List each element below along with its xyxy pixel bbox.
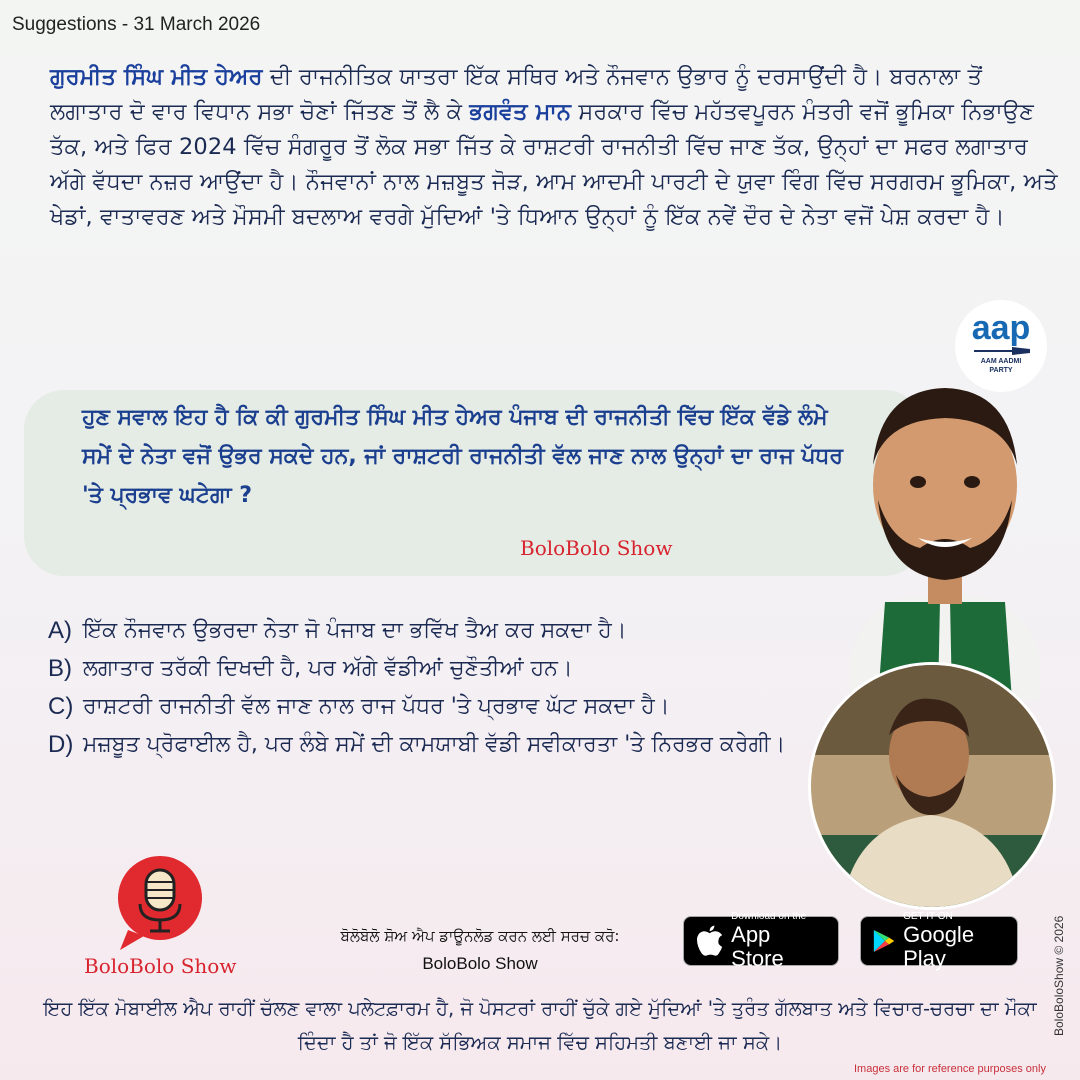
option-letter: C)	[48, 693, 74, 720]
intro-part1: ਦੀ ਰਾਜਨੀਤਿਕ ਯਾਤਰਾ ਇੱਕ ਸਥਿਰ ਅਤੇ ਨੌਜਵਾਨ ਉਭਾਰ ਨੂੰ ਦਰਸਾਉਂਦੀ ਹੈ। ਬਰਨਾਲਾ ਤੋਂ ਲਗਾਤਾਰ ਦੋ ਵਾਰ ਵਿਧਾਨ ਸਭਾ ਚੋਣਾਂ ਜਿੱਤਣ ਤੋਂ ਲੈ ਕੇ	[50, 64, 982, 125]
intro-part2: ਸਰਕਾਰ ਵਿੱਚ ਮਹੱਤਵਪੂਰਨ ਮੰਤਰੀ ਵਜੋਂ ਭੂਮਿਕਾ ਨਿਭਾਉਣ ਤੱਕ, ਅਤੇ ਫਿਰ 2024 ਵਿੱਚ ਸੰਗਰੂਰ ਤੋਂ ਲੋਕ ਸਭਾ ਜਿੱਤ ਕੇ ਰਾਸ਼ਟਰੀ ਰਾਜਨੀਤੀ ਵਿੱਚ ਜਾਣ ਤੱਕ, ਉਨ੍ਹਾਂ ਦਾ ਸਫਰ ਲਗਾਤਾਰ ਅੱਗੇ ਵੱਧਦਾ ਨਜ਼ਰ ਆਉਂਦਾ ਹੈ। ਨੌਜਵਾਨਾਂ ਨਾਲ ਮਜ਼ਬੂਤ ਜੋੜ, ਆਮ ਆਦਮੀ ਪਾਰਟੀ ਦੇ ਯੁਵਾ ਵਿੰਗ ਵਿੱਚ ਸਰਗਰਮ ਭੂਮਿਕਾ, ਅਤੇ ਖੇਡਾਂ, ਵਾਤਾਵਰਣ ਅਤੇ ਮੌਸਮੀ ਬਦਲਾਅ ਵਰਗੇ ਮੁੱਦਿਆਂ 'ਤੇ ਧਿਆਨ ਉਨ੍ਹਾਂ ਨੂੰ ਇੱਕ ਨਵੇਂ ਦੌਰ ਦੇ ਨੇਤਾ ਵਜੋਂ ਪੇਸ਼ ਕਰਦਾ ਹੈ।	[50, 99, 1058, 230]
aap-logo-subtitle-line2: PARTY	[989, 367, 1013, 374]
option-letter: B)	[48, 655, 72, 682]
app-store-label: App Store	[731, 922, 784, 971]
question-text: ਹੁਣ ਸਵਾਲ ਇਹ ਹੈ ਕਿ ਕੀ ਗੁਰਮੀਤ ਸਿੰਘ ਮੀਤ ਹੇਅਰ ਪੰਜਾਬ ਦੀ ਰਾਜਨੀਤੀ ਵਿੱਚ ਇੱਕ ਵੱਡੇ ਲੰਮੇ ਸਮੇਂ ਦੇ ਨੇਤਾ ਵਜੋਂ ਉਭਰ ਸਕਦੇ ਹਨ, ਜਾਂ ਰਾਸ਼ਟਰੀ ਰਾਜਨੀਤੀ ਵੱਲ ਜਾਣ ਨਾਲ ਉਨ੍ਹਾਂ ਦਾ ਰਾਜ ਪੱਧਰ 'ਤੇ ਪ੍ਰਭਾਵ ਘਟੇਗਾ ?	[82, 405, 844, 508]
aap-logo-word: aap	[971, 309, 1031, 347]
copyright-text: BoloBoloShow © 2026	[1052, 915, 1066, 1036]
caricature-portrait	[840, 370, 1050, 700]
option-text: ਮਜ਼ਬੂਤ ਪ੍ਰੋਫਾਈਲ ਹੈ, ਪਰ ਲੰਬੇ ਸਮੇਂ ਦੀ ਕਾਮਯਾਬੀ ਵੱਡੀ ਸਵੀਕਾਰਤਾ 'ਤੇ ਨਿਰਭਰ ਕਰੇਗੀ।	[83, 732, 786, 757]
option-text: ਲਗਾਤਾਰ ਤਰੱਕੀ ਦਿਖਦੀ ਹੈ, ਪਰ ਅੱਗੇ ਵੱਡੀਆਂ ਚੁਣੌਤੀਆਂ ਹਨ।	[83, 656, 573, 681]
person-photo-illustration	[811, 665, 1056, 910]
date-label: Suggestions - 31 March 2026	[12, 14, 261, 35]
google-play-button[interactable]	[860, 911, 1018, 971]
question-brand: BoloBolo Show	[520, 536, 673, 560]
search-app-name: BoloBolo Show	[422, 954, 538, 973]
app-store-button[interactable]	[683, 911, 839, 971]
search-prompt: ਬੋਲੋਬੋਲੋ ਸ਼ੋਅ ਐਪ ਡਾਊਨਲੋਡ ਕਰਨ ਲਈ ਸਰਚ ਕਰੋ:	[340, 927, 620, 945]
search-instructions	[300, 922, 660, 978]
option-letter: D)	[48, 731, 74, 758]
options-list	[48, 612, 818, 764]
disclaimer-text: Images are for reference purposes only	[854, 1063, 1046, 1075]
option-b[interactable]	[48, 650, 818, 688]
apple-icon	[696, 925, 723, 957]
footer-brand: BoloBolo Show	[84, 954, 237, 978]
app-store-small-label: Download on the	[731, 911, 807, 922]
play-triangle-icon	[873, 927, 895, 955]
microphone-chat-icon	[110, 852, 206, 952]
google-play-small-label: GET IT ON	[903, 911, 953, 922]
option-letter: A)	[48, 617, 72, 644]
parliament-photo	[808, 662, 1056, 910]
platform-description: ਇਹ ਇੱਕ ਮੋਬਾਈਲ ਐਪ ਰਾਹੀਂ ਚੱਲਣ ਵਾਲਾ ਪਲੇਟਫ਼ਾਰਮ ਹੈ, ਜੋ ਪੋਸਟਰਾਂ ਰਾਹੀਂ ਚੁੱਕੇ ਗਏ ਮੁੱਦਿਆਂ 'ਤੇ ਤੁਰੰਤ ਗੱਲਬਾਤ ਅਤੇ ਵਿਚਾਰ-ਚਰਚਾ ਦਾ ਮੌਕਾ ਦਿੰਦਾ ਹੈ ਤਾਂ ਜੋ ਇੱਕ ਸੱਭਿਅਕ ਸਮਾਜ ਵਿੱਚ ਸਹਿਮਤੀ ਬਣਾਈ ਜਾ ਸਕੇ।	[43, 997, 1037, 1054]
option-c[interactable]	[48, 688, 818, 726]
option-a[interactable]	[48, 612, 818, 650]
intro-leader: ਭਗਵੰਤ ਮਾਨ	[469, 99, 572, 125]
intro-paragraph	[50, 60, 1060, 235]
intro-name: ਗੁਰਮੀਤ ਸਿੰਘ ਮੀਤ ਹੇਅਰ	[50, 64, 263, 90]
aap-logo-subtitle-line1: AAM AADMI	[980, 358, 1022, 365]
option-d[interactable]	[48, 726, 818, 764]
option-text: ਇੱਕ ਨੌਜਵਾਨ ਉਭਰਦਾ ਨੇਤਾ ਜੋ ਪੰਜਾਬ ਦਾ ਭਵਿੱਖ ਤੈਅ ਕਰ ਸਕਦਾ ਹੈ।	[83, 618, 627, 643]
google-play-label: Google Play	[903, 922, 975, 971]
option-text: ਰਾਸ਼ਟਰੀ ਰਾਜਨੀਤੀ ਵੱਲ ਜਾਣ ਨਾਲ ਰਾਜ ਪੱਧਰ 'ਤੇ ਪ੍ਰਭਾਵ ਘੱਟ ਸਕਦਾ ਹੈ।	[83, 694, 670, 719]
broom-icon	[972, 347, 1030, 355]
